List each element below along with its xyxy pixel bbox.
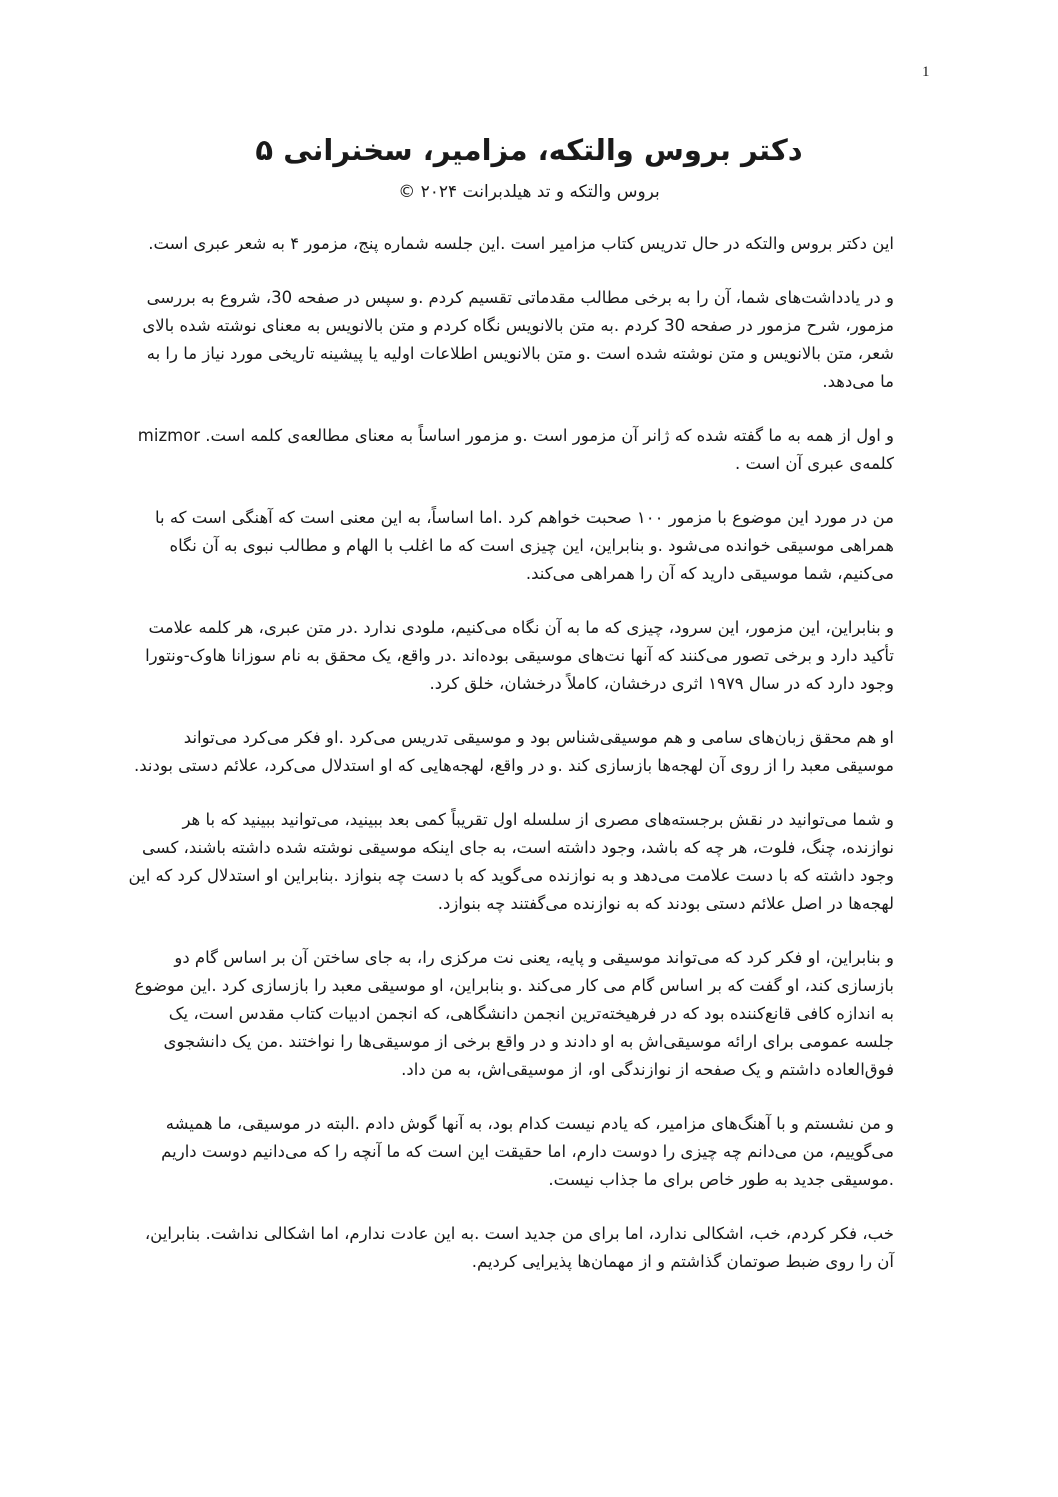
page-number: 1 — [922, 64, 930, 80]
paragraph: خب، فکر کردم، خب، اشکالی ندارد، اما برای من جدید است .به این عادت ندارم، اما اشکالی نداشت. بنابراین، آن را روی ضبط صوتمان گذاشتم و از مهمان‌ها پذیرایی کردیم. — [144, 1224, 894, 1271]
paragraph: و در یادداشت‌های شما، آن را به برخی مطالب مقدماتی تقسیم کردم .و سپس در صفحه 30، شروع به بررسی مزمور، شرح مزمور در صفحه 30 کردم .به متن بالانویس نگاه کردم و متن بالانویس به معنای نوشته شده بالای شعر، متن بالانویس و متن نوشته شده است .و متن بالانویس اطلاعات اولیه یا پیشینه تاریخی مورد نیاز ما را به ما می‌دهد. — [142, 288, 894, 391]
document-subtitle: بروس والتکه و تد هیلدبرانت ۲۰۲۴ © — [398, 182, 660, 202]
document-title: دکتر بروس والتکه، مزامیر، سخنرانی ۵ — [255, 133, 803, 167]
document-body — [128, 230, 894, 1302]
paragraph: و شما می‌توانید در نقش برجسته‌های مصری از سلسله اول تقریباً کمی بعد ببینید، می‌توانید ببینید که با هر نوازنده، چنگ، فلوت، هر چه که باشد، وجود داشته است، به جای اینکه موسیقی نوشته شده داشته باشند، کسی وجود داشته که با دست علامت می‌دهد و به نوازنده می‌گوید که با دست چه بنوازد .بنابراین او استدلال کرد که این لهجه‌ها در اصل علائم دستی بودند که به نوازنده می‌گفتند چه بنوازد. — [128, 810, 894, 913]
paragraph: و بنابراین، این مزمور، این سرود، چیزی که ما به آن نگاه می‌کنیم، ملودی ندارد .در متن عبری، هر کلمه علامت تأکید دارد و برخی تصور می‌کنند که آنها نت‌های موسیقی بوده‌اند .در واقع، یک محقق به نام سوزانا هاوک-ونتورا وجود دارد که در سال ۱۹۷۹ اثری درخشان، کاملاً درخشان، خلق کرد. — [145, 618, 894, 693]
paragraph: او هم محقق زبان‌های سامی و هم موسیقی‌شناس بود و موسیقی تدریس می‌کرد .او فکر می‌کرد می‌تواند موسیقی معبد را از روی آن لهجه‌ها بازسازی کند .و در واقع، لهجه‌هایی که او استدلال می‌کرد، علائم دستی بودند. — [133, 728, 894, 775]
paragraph: و اول از همه به ما گفته شده که ژانر آن مزمور است .و مزمور اساساً به معنای مطالعه‌ی کلمه است. mizmor کلمه‌ی عبری آن است . — [137, 426, 894, 473]
paragraph: این دکتر بروس والتکه در حال تدریس کتاب مزامیر است .این جلسه شماره پنج، مزمور ۴ به شعر عبری است. — [148, 234, 894, 253]
paragraph: من در مورد این موضوع با مزمور ۱۰۰ صحبت خواهم کرد .اما اساساً، به این معنی است که آهنگی است که با همراهی موسیقی خوانده می‌شود .و بنابراین، این چیزی است که ما اغلب با الهام و مطالب نبوی به آن نگاه می‌کنیم، شما موسیقی دارید که آن را همراهی می‌کند. — [154, 508, 894, 583]
paragraph: و بنابراین، او فکر کرد که می‌تواند موسیقی و پایه، یعنی نت مرکزی را، به جای ساختن آن بر اساس گام دو بازسازی کند، او گفت که بر اساس گام می کار می‌کند .و بنابراین، او موسیقی معبد را بازسازی کرد .این موضوع به اندازه کافی قانع‌کننده بود که در فرهیخته‌ترین انجمن دانشگاهی، که انجمن ادبیات کتاب مقدس است، یک جلسه عمومی برای ارائه موسیقی‌اش به او دادند و در واقع برخی از موسیقی‌ها را نواختند .من یک دانشجوی فوق‌العاده داشتم و یک صفحه از نوازندگی او، از موسیقی‌اش، به من داد. — [134, 948, 894, 1079]
paragraph: و من نشستم و با آهنگ‌های مزامیر، که یادم نیست کدام بود، به آنها گوش دادم .البته در موسیقی، ما همیشه می‌گوییم، من می‌دانم چه چیزی را دوست دارم، اما حقیقت این است که ما آنچه را که می‌دانیم دوست داریم .موسیقی جدید به طور خاص برای ما جذاب نیست. — [161, 1114, 894, 1189]
